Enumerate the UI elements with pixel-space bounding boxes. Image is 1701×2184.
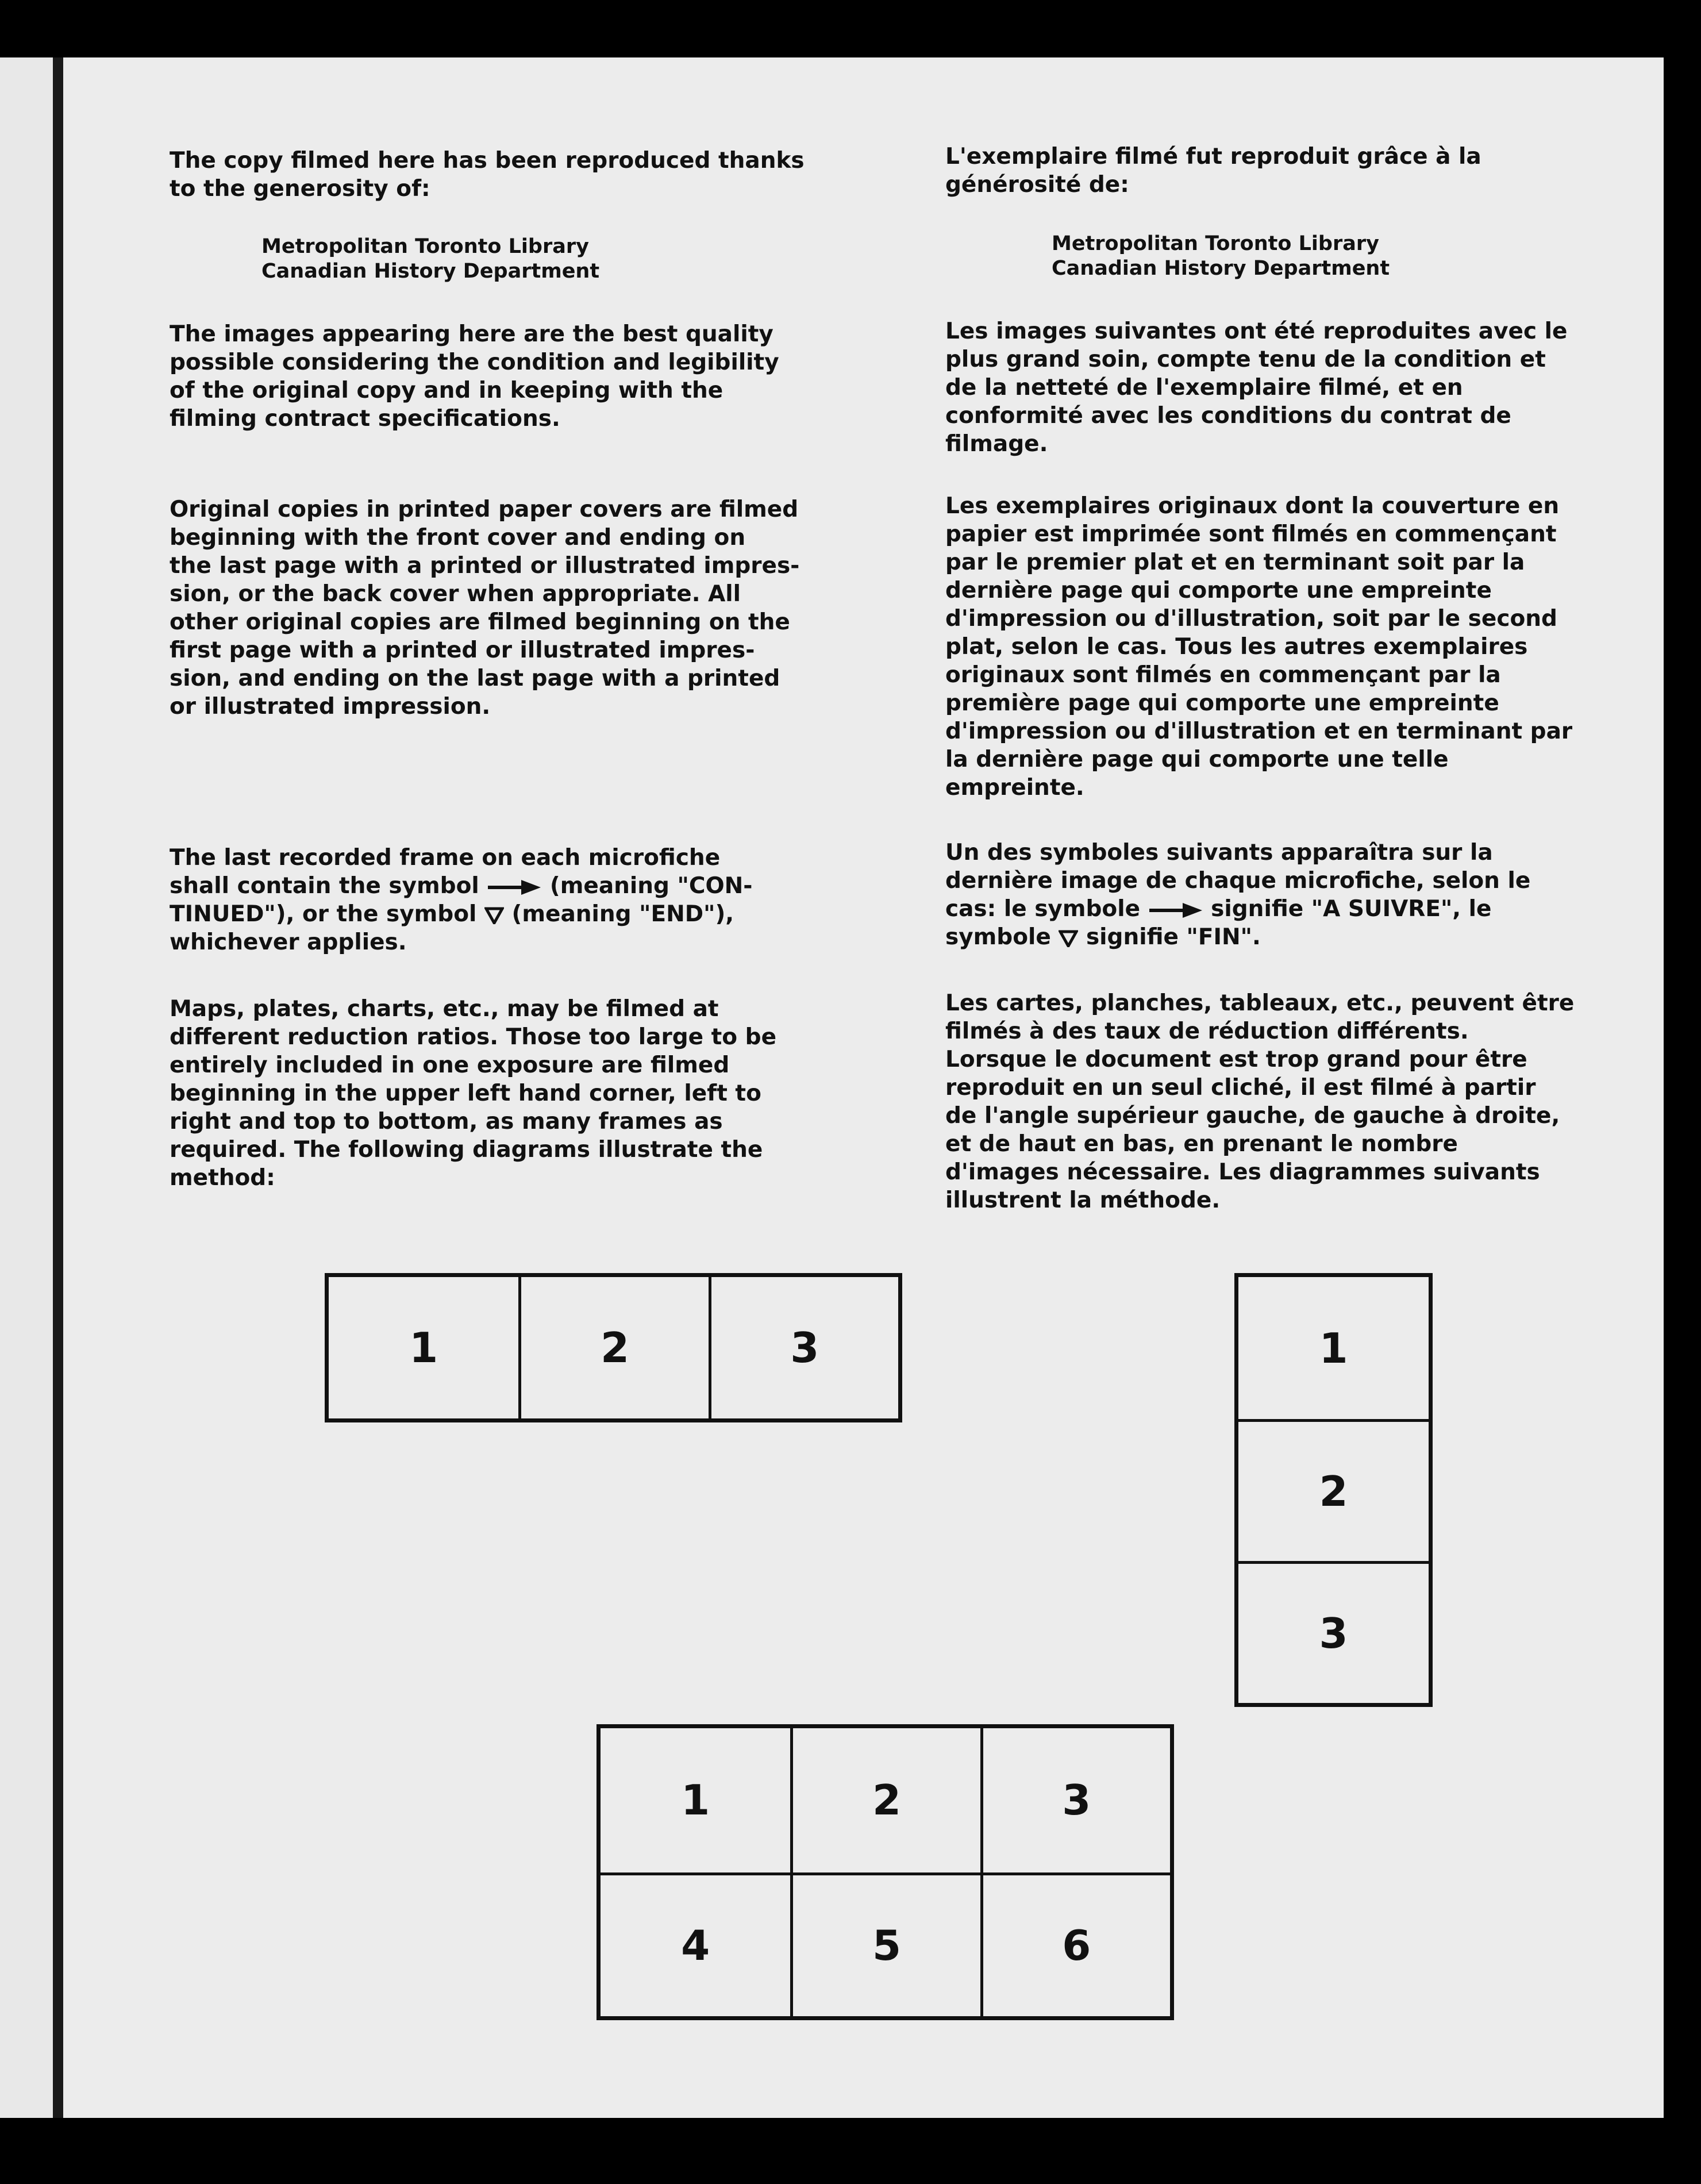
fr-institution [1052,232,1390,281]
diagram-cell: 1 [1319,1324,1348,1372]
fr-symbols-part3: signifie "FIN". [1078,924,1261,950]
fr-institution-line1: Metropolitan Toronto Library [1052,232,1379,255]
arrow-icon [1148,902,1203,919]
en-symbols-part2: (meaning "CON- TINUED"), or the symbol [170,873,753,927]
fr-symbols-part2: signifie "A SUIVRE", le symbole [945,896,1492,950]
diagram-cell: 2 [1238,1419,1429,1561]
diagram-cell: 4 [601,1872,790,2017]
fr-thanks: L'exemplaire filmé fut reproduit grâce à la générosité de: [945,144,1481,198]
en-institution [261,234,599,284]
diagram-cell: 5 [790,1872,980,2017]
en-thanks: The copy filmed here has been reproduced thanks to the generosity of: [170,148,805,202]
en-symbols [170,844,819,956]
diagram-cell: 2 [790,1728,980,1872]
fr-originals: Les exemplaires originaux dont la couverture en papier est imprimée sont filmés en commençant par le premier plat et en terminant soit par la dernière page qui comporte une empreinte d'impression ou d'illustration, soit par le second plat, selon le cas. Tous les autres exemplaires originaux sont filmés en commençant par la première page qui comporte une empreinte d'impression ou d'illustration et en terminant par la dernière page qui comporte une telle empreinte. [945,493,1573,801]
fr-symbols-part1: Un des symboles suivants apparaîtra sur la dernière image de chaque microfiche, selon le cas: le symbole [945,840,1531,922]
diagram-grid [596,1724,1174,2020]
diagram-cell: 3 [980,1728,1170,1872]
triangle-down-icon [484,907,504,924]
diagram-cell: 6 [980,1872,1170,2017]
diagram-vertical [1234,1273,1433,1707]
diagram-horizontal [325,1273,902,1422]
diagram-cell: 2 [518,1277,708,1418]
diagram-cell: 3 [1238,1561,1429,1703]
fr-symbols [945,839,1595,951]
arrow-icon [487,879,542,896]
diagram-cell: 3 [709,1277,898,1418]
diagram-cell: 1 [681,1776,710,1825]
fr-maps: Les cartes, planches, tableaux, etc., peuvent être filmés à des taux de réduction différents. Lorsque le document est trop grand pour être reproduit en un seul cliché, il est filmé à partir de l'angle supérieur gauche, de gauche à droite, et de haut en bas, en prenant le nombre d'images nécessaire. Les diagrammes suivants illustrent la méthode. [945,990,1575,1213]
en-maps: Maps, plates, charts, etc., may be filmed at different reduction ratios. Those too large to be entirely included in one exposure are filmed beginning in the upper left hand corner, left to right and top to bottom, as many frames as required. The following diagrams illustrate the method: [170,996,777,1191]
en-symbols-part1: The last recorded frame on each microfiche shall contain the symbol [170,845,721,899]
diagram-cell: 1 [409,1324,438,1372]
en-institution-line1: Metropolitan Toronto Library [261,235,589,258]
fr-quality: Les images suivantes ont été reproduites avec le plus grand soin, compte tenu de la condition et de la netteté de l'exemplaire filmé, et en conformité avec les conditions du contrat de filmage. [945,318,1568,457]
fr-institution-line2: Canadian History Department [1052,257,1390,280]
en-originals: Original copies in printed paper covers are filmed beginning with the front cover and ending on the last page with a printed or illustrated impres- sion, or the back cover when appropriate. All other original copies are filmed beginning on the first page with a printed or illustrated impres- sion, and ending on the last page with a printed or illustrated impression. [170,497,800,720]
en-quality: The images appearing here are the best quality possible considering the condition and legibility of the original copy and in keeping with the filming contract specifications. [170,321,779,432]
en-symbols-part3: (meaning "END"), whichever applies. [170,901,734,955]
triangle-down-icon [1059,930,1078,947]
page-gutter-line [53,57,64,2118]
en-institution-line2: Canadian History Department [261,260,600,283]
